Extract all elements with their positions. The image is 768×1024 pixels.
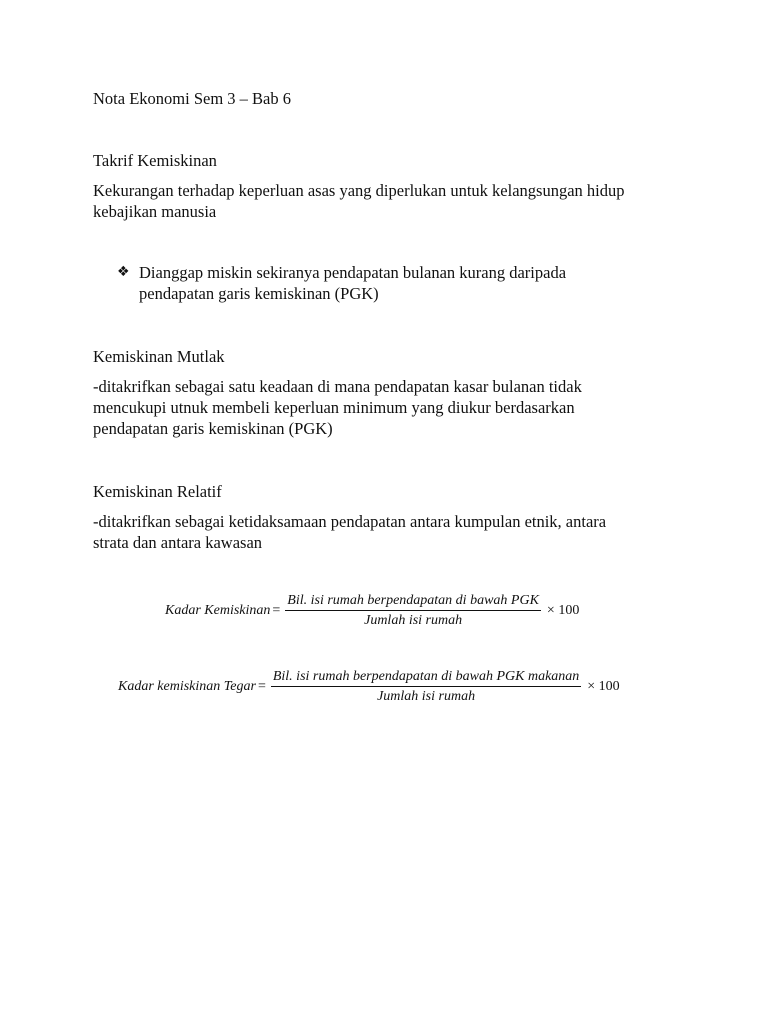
- multiplier: × 100: [546, 602, 580, 618]
- formula-lhs: Kadar kemiskinan Tegar: [118, 678, 256, 694]
- fraction-numerator: Bil. isi rumah berpendapatan di bawah PGK: [285, 592, 541, 611]
- takrif-body-line: Kekurangan terhadap keperluan asas yang diperlukan untuk kelangsungan hidup: [93, 181, 625, 200]
- formula-kadar-kemiskinan: [165, 592, 579, 629]
- mutlak-body-line: pendapatan garis kemiskinan (PGK): [93, 419, 333, 438]
- equals-sign: =: [272, 602, 281, 618]
- formula-lhs: Kadar Kemiskinan: [165, 602, 271, 618]
- takrif-body-line: kebajikan manusia: [93, 202, 217, 221]
- bullet-text: [139, 262, 566, 304]
- section-heading-relatif: Kemiskinan Relatif: [93, 482, 222, 501]
- equals-sign: =: [257, 678, 266, 694]
- mutlak-body-line: -ditakrifkan sebagai satu keadaan di mana pendapatan kasar bulanan tidak: [93, 377, 582, 396]
- fraction-denominator: Jumlah isi rumah: [364, 613, 463, 628]
- bullet-text-line: Dianggap miskin sekiranya pendapatan bulanan kurang daripada: [139, 263, 567, 282]
- bullet-text-line: pendapatan garis kemiskinan (PGK): [139, 284, 379, 303]
- multiplier: × 100: [587, 678, 620, 694]
- document-title: Nota Ekonomi Sem 3 – Bab 6: [93, 89, 291, 108]
- relatif-body-line: -ditakrifkan sebagai ketidaksamaan pendapatan antara kumpulan etnik, antara: [93, 512, 607, 531]
- relatif-body-line: strata dan antara kawasan: [93, 533, 263, 552]
- section-heading-mutlak: Kemiskinan Mutlak: [93, 347, 225, 366]
- formula-kadar-kemiskinan-tegar: [118, 668, 620, 705]
- fraction: [285, 592, 541, 629]
- fraction: [271, 668, 581, 705]
- mutlak-body-line: mencukupi utnuk membeli keperluan minimum yang diukur berdasarkan: [93, 398, 575, 417]
- bullet-item: [117, 262, 566, 304]
- fraction-denominator: Jumlah isi rumah: [377, 689, 476, 704]
- section-heading-takrif: Takrif Kemiskinan: [93, 151, 217, 170]
- diamond-bullet-icon: ❖: [117, 264, 130, 280]
- fraction-numerator: Bil. isi rumah berpendapatan di bawah PGK makanan: [271, 668, 581, 687]
